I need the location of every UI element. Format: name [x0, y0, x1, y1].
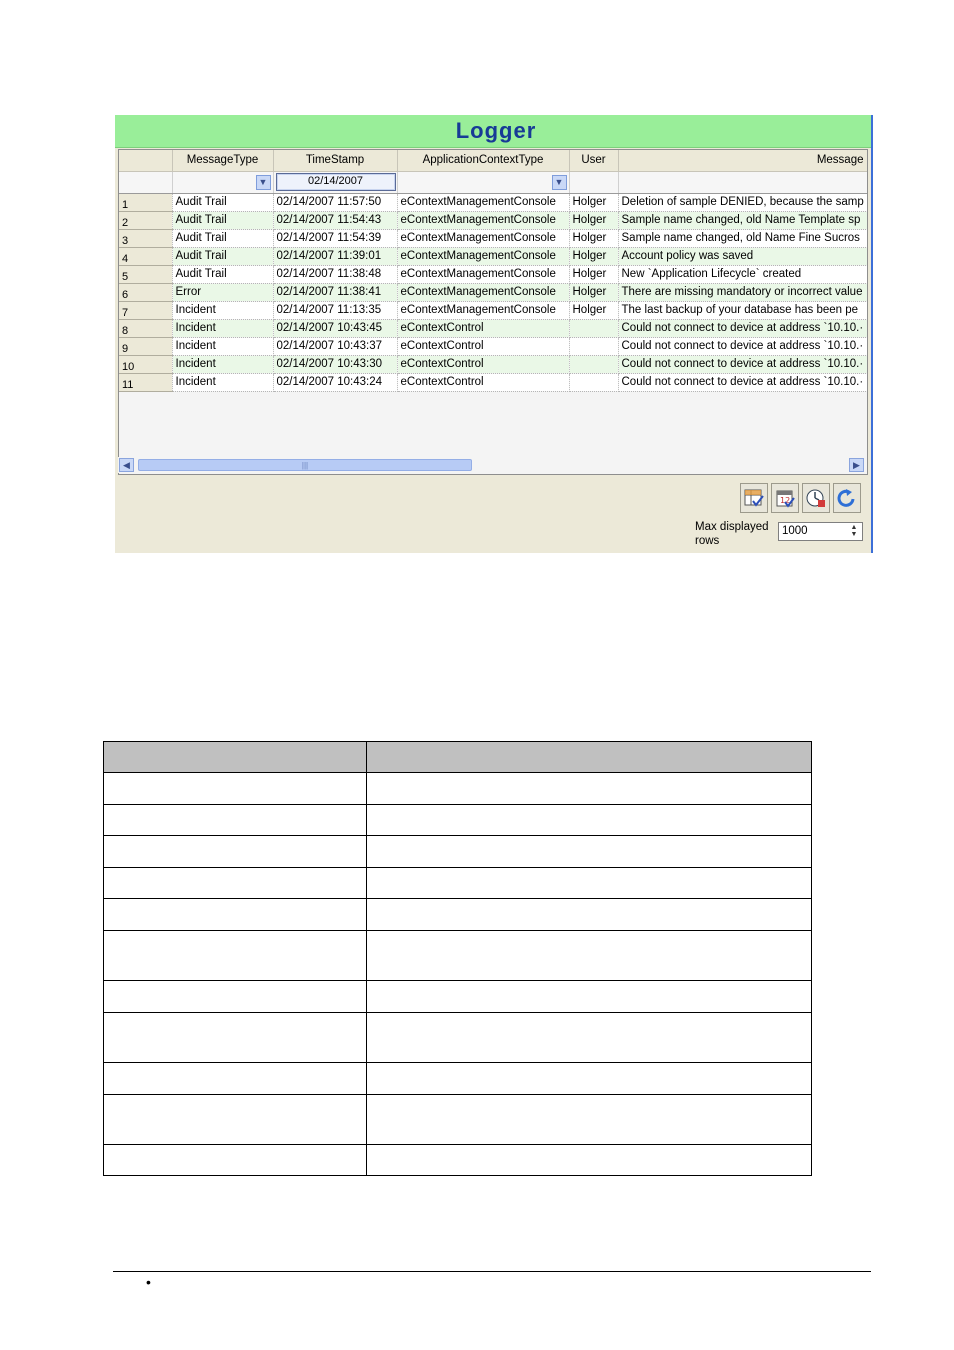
- cell-applicationcontexttype[interactable]: eContextManagementConsole: [397, 247, 569, 265]
- row-number[interactable]: 5: [119, 265, 172, 283]
- row-number[interactable]: 7: [119, 301, 172, 319]
- select-columns-button[interactable]: [740, 483, 768, 513]
- timer-filter-button[interactable]: [802, 483, 830, 513]
- max-rows-stepper[interactable]: [778, 522, 863, 541]
- row-number[interactable]: 1: [119, 193, 172, 211]
- cell-applicationcontexttype[interactable]: eContextManagementConsole: [397, 211, 569, 229]
- table-row[interactable]: [119, 229, 867, 247]
- scrollbar-thumb[interactable]: |||: [138, 459, 472, 471]
- cell-timestamp[interactable]: 02/14/2007 11:54:39: [273, 229, 397, 247]
- filter-row-header: [119, 171, 172, 193]
- cell-messagetype[interactable]: Audit Trail: [172, 229, 273, 247]
- max-rows-value: 1000: [782, 525, 808, 537]
- table-row: [104, 981, 812, 1013]
- filter-messagetype[interactable]: [172, 171, 273, 193]
- spinner-arrows-icon[interactable]: ▲ ▼: [850, 524, 858, 538]
- cell-timestamp[interactable]: 02/14/2007 10:43:24: [273, 373, 397, 391]
- cell-message[interactable]: Could not connect to device at address `10.10.·: [618, 337, 867, 355]
- filter-message[interactable]: [618, 171, 867, 193]
- cell-message[interactable]: The last backup of your database has been pe: [618, 301, 867, 319]
- table-row: [104, 868, 812, 899]
- cell-timestamp[interactable]: 02/14/2007 10:43:45: [273, 319, 397, 337]
- horizontal-scrollbar[interactable]: [118, 457, 866, 473]
- cell-applicationcontexttype[interactable]: eContextManagementConsole: [397, 265, 569, 283]
- cell-messagetype[interactable]: Audit Trail: [172, 211, 273, 229]
- chevron-down-icon[interactable]: ▼: [256, 175, 271, 190]
- cell-messagetype[interactable]: Incident: [172, 337, 273, 355]
- cell-user[interactable]: Holger: [569, 193, 618, 211]
- cell-applicationcontexttype[interactable]: eContextManagementConsole: [397, 193, 569, 211]
- cell-messagetype[interactable]: Error: [172, 283, 273, 301]
- timer-filter-icon: [805, 487, 827, 509]
- logger-toolbar: [740, 483, 861, 513]
- filter-date-button[interactable]: [771, 483, 799, 513]
- cell-timestamp[interactable]: 02/14/2007 11:38:41: [273, 283, 397, 301]
- table-row[interactable]: [119, 247, 867, 265]
- cell-applicationcontexttype[interactable]: eContextManagementConsole: [397, 283, 569, 301]
- row-number[interactable]: 6: [119, 283, 172, 301]
- table-row[interactable]: [119, 355, 867, 373]
- svg-text:12: 12: [780, 496, 791, 505]
- cell-message[interactable]: Deletion of sample DENIED, because the samp: [618, 193, 867, 211]
- cell-messagetype[interactable]: Audit Trail: [172, 247, 273, 265]
- cell-user[interactable]: Holger: [569, 283, 618, 301]
- cell-messagetype[interactable]: Incident: [172, 355, 273, 373]
- cell-timestamp[interactable]: 02/14/2007 11:57:50: [273, 193, 397, 211]
- cell-messagetype[interactable]: Audit Trail: [172, 265, 273, 283]
- table-row[interactable]: [119, 283, 867, 301]
- cell-messagetype[interactable]: Incident: [172, 301, 273, 319]
- footer-bullet: •: [146, 1274, 151, 1290]
- cell-message[interactable]: Sample name changed, old Name Fine Sucros: [618, 229, 867, 247]
- table-row: [104, 1013, 812, 1063]
- table-row[interactable]: [119, 373, 867, 391]
- table-row: [104, 1095, 812, 1145]
- cell-user[interactable]: Holger: [569, 229, 618, 247]
- table-row: [104, 899, 812, 931]
- column-header-message[interactable]: Message: [618, 150, 867, 171]
- cell-user[interactable]: Holger: [569, 265, 618, 283]
- cell-applicationcontexttype[interactable]: eContextControl: [397, 355, 569, 373]
- row-number[interactable]: 4: [119, 247, 172, 265]
- cell-user[interactable]: Holger: [569, 211, 618, 229]
- cell-message[interactable]: Could not connect to device at address `10.10.·: [618, 373, 867, 391]
- column-header-messagetype[interactable]: MessageType: [172, 150, 273, 171]
- cell-message[interactable]: Could not connect to device at address `10.10.·: [618, 319, 867, 337]
- reference-table-header: [104, 742, 812, 773]
- refresh-icon: [836, 487, 858, 509]
- cell-timestamp[interactable]: 02/14/2007 11:13:35: [273, 301, 397, 319]
- cell-message[interactable]: Could not connect to device at address `10.10.·: [618, 355, 867, 373]
- log-grid: [118, 149, 868, 475]
- cell-user[interactable]: Holger: [569, 301, 618, 319]
- row-number[interactable]: 11: [119, 373, 172, 391]
- cell-timestamp[interactable]: 02/14/2007 11:54:43: [273, 211, 397, 229]
- cell-message[interactable]: New `Application Lifecycle` created: [618, 265, 867, 283]
- cell-timestamp[interactable]: 02/14/2007 10:43:30: [273, 355, 397, 373]
- max-rows-label: Max displayed rows: [695, 521, 769, 547]
- scroll-left-icon[interactable]: ◀: [119, 458, 134, 472]
- cell-user[interactable]: [569, 373, 618, 391]
- table-row: [104, 931, 812, 981]
- table-row: [104, 773, 812, 805]
- cell-message[interactable]: There are missing mandatory or incorrect value: [618, 283, 867, 301]
- cell-timestamp[interactable]: 02/14/2007 10:43:37: [273, 337, 397, 355]
- row-number[interactable]: 3: [119, 229, 172, 247]
- row-number[interactable]: 8: [119, 319, 172, 337]
- footer-rule: [113, 1271, 871, 1272]
- filter-timestamp-cell: [273, 171, 397, 193]
- filter-timestamp-date[interactable]: 02/14/2007: [276, 173, 396, 191]
- table-row: [104, 805, 812, 836]
- refresh-button[interactable]: [833, 483, 861, 513]
- table-row[interactable]: [119, 319, 867, 337]
- log-table: [119, 150, 868, 392]
- cell-timestamp[interactable]: 02/14/2007 11:39:01: [273, 247, 397, 265]
- cell-message[interactable]: Sample name changed, old Name Template sp: [618, 211, 867, 229]
- cell-applicationcontexttype[interactable]: eContextManagementConsole: [397, 229, 569, 247]
- filter-user[interactable]: [569, 171, 618, 193]
- logger-window: [115, 115, 873, 553]
- row-number[interactable]: 9: [119, 337, 172, 355]
- cell-messagetype[interactable]: Audit Trail: [172, 193, 273, 211]
- table-row[interactable]: [119, 211, 867, 229]
- cell-user[interactable]: [569, 355, 618, 373]
- row-number[interactable]: 2: [119, 211, 172, 229]
- cell-user[interactable]: Holger: [569, 247, 618, 265]
- select-columns-icon: [743, 487, 765, 509]
- column-header-user[interactable]: User: [569, 150, 618, 171]
- cell-messagetype[interactable]: Incident: [172, 319, 273, 337]
- table-row: [104, 1063, 812, 1095]
- cell-applicationcontexttype[interactable]: eContextControl: [397, 373, 569, 391]
- table-row: [104, 836, 812, 868]
- logger-title: Logger: [115, 115, 871, 148]
- cell-timestamp[interactable]: 02/14/2007 11:38:48: [273, 265, 397, 283]
- table-row: [104, 1145, 812, 1176]
- cell-user[interactable]: [569, 319, 618, 337]
- column-header-timestamp[interactable]: TimeStamp: [273, 150, 397, 171]
- chevron-down-icon[interactable]: ▼: [552, 175, 567, 190]
- table-row[interactable]: [119, 193, 867, 211]
- row-number[interactable]: 10: [119, 355, 172, 373]
- cell-applicationcontexttype[interactable]: eContextManagementConsole: [397, 301, 569, 319]
- cell-applicationcontexttype[interactable]: eContextControl: [397, 319, 569, 337]
- scroll-right-icon[interactable]: ▶: [849, 458, 864, 472]
- cell-messagetype[interactable]: Incident: [172, 373, 273, 391]
- table-row[interactable]: [119, 301, 867, 319]
- cell-message[interactable]: Account policy was saved: [618, 247, 867, 265]
- filter-applicationcontexttype[interactable]: [397, 171, 569, 193]
- reference-table: [103, 741, 812, 1176]
- column-header-applicationcontexttype[interactable]: ApplicationContextType: [397, 150, 569, 171]
- table-row[interactable]: [119, 337, 867, 355]
- cell-user[interactable]: [569, 337, 618, 355]
- corner-header: [119, 150, 172, 171]
- table-row[interactable]: [119, 265, 867, 283]
- cell-applicationcontexttype[interactable]: eContextControl: [397, 337, 569, 355]
- filter-date-icon: [774, 487, 796, 509]
